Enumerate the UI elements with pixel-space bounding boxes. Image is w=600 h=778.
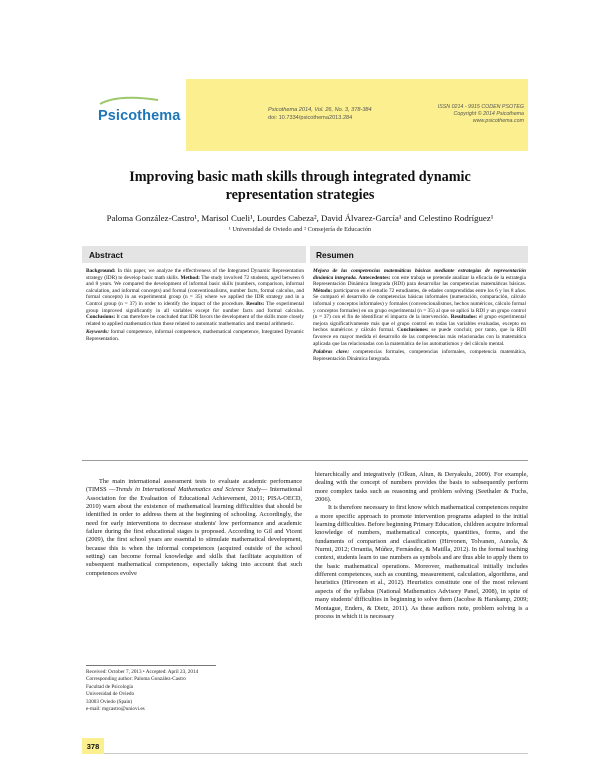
abstract-paragraph [86,268,304,327]
text-background: In this paper, we analyze the effectiveness of the Integrated Dynamic Representation strategy (IDR) to develop basic math skills. [86,268,304,281]
label-results: Results: [246,300,265,307]
text-conclusions: It can therefore be concluded that IDR favors the development of the skills more closely related to applied mathematics than those related to automatic mathematics and mental arithmetic. [86,314,304,327]
footnote-rule [86,665,216,666]
body-text: The main international assessment tests to evaluate academic performance (TIMSS — [86,478,302,494]
abstract-body [82,263,306,343]
palabras-paragraph [313,349,526,362]
text-palabras: competencias formales, competencias informales, competencia matemática, Representación Dinámica Integrada. [313,349,526,362]
issn-block [408,104,524,125]
university: Universidad de Oviedo [86,691,135,698]
text-results: The experimental group improved significantly in all variables except for number facts and formal calculus. [86,300,304,314]
page-number: 378 [82,738,104,754]
body-column-left [86,478,302,578]
body-column-right [315,471,528,621]
website: www.psicothema.com [472,118,524,124]
resumen-box [310,246,528,442]
keywords-paragraph [86,329,304,342]
article-title: Improving basic math skills through integrated dynamic representation strategies [129,169,471,203]
citation: Psicothema 2014, Vol. 26, No. 3, 378-384 [268,107,372,113]
label-conclusiones: Conclusiones: [397,327,429,334]
issn: ISSN 0214 - 9915 CODEN PSOTEG [437,104,524,110]
label-keywords: Keywords: [86,329,109,336]
journal-logo: Psicothema [98,108,181,124]
text-method: The study involved 72 students, aged between 6 and 8 years. We compared the development of informal basic skills (numbers, comparison, informal calculation, and informal concepts) and formal (conventionalisms, number facts, formal calculus, and formal concepts) in an experimental group (n = 35) where we applied the IDR strategy and in a Control group (n = 37) in order to identify the impact of the procedure. [86,274,304,307]
abstract-box [82,246,306,408]
label-resultados: Resultados: [450,314,478,321]
city: 33003 Oviedo (Spain) [86,698,133,705]
resumen-body [310,263,528,362]
text-conclusiones: se puede concluir, por tanto, que la RDI favorece en mayor medida el desarrollo de las competencias más relacionadas con la matemática aplicada que las relacionadas con la matemática de los automatismos y del cálculo mental. [313,327,526,347]
abstract-heading: Abstract [82,246,306,263]
body-text-italic: Trends in International Mathematics and Science Study [115,486,261,494]
label-background: Background: [86,268,116,274]
text-metodo: participaron en el estudio 72 estudiantes, de edades comprendidas entre los 6 y los 8 años. Se comparó el desarrollo de competencias básicas informales (numeración, comparación, cálculo informal y conceptos informales) y formales (convencionalismos, hechos numéricos, cálculo formal y conceptos formales) en un grupo experimental (n = 35) al que se aplicó la RDI y un grupo control (n = 37) con el fin de identificar el impacto de la intervención. [313,287,526,321]
body-text: — International Association for the Evaluation of Educational Achievement, 2011; PISA-OECD, 2010) warn about the existence of mathematical learning difficulties that should be identified in order to address them at the beginning of schooling. Accordingly, the need for early interventions to decrease students' low performance and academic failure during the first educational stages is proposed. According to Gil and Vicent (2009), the first school years are essential to stimulate mathematical development, because this is when the informal competences (acquired outside of the school setting) can become formal knowledge and skills that facilitate acquisition of subsequent mathematical competences, especially taking into account that such competences evolve [86,486,302,577]
label-metodo: Método: [313,287,333,294]
text-antecedentes: con este trabajo se pretende analizar la eficacia de la estrategia Representación Dinámica Integrada (RDI) para desarrollar las competencias matemáticas básicas. [313,274,526,288]
received-dates: Received: October 7, 2013 • Accepted: April 23, 2014 [86,669,199,675]
author-email: e-mail: mgcastro@uniovi.es [86,706,145,713]
logo-swoosh-icon [98,96,160,106]
resumen-title: Mejora de las competencias matemáticas básicas mediante estrategias de representación dinámica integrada. [313,268,526,281]
body-paragraph: It is therefore necessary to first know which mathematical competences require a more specific approach to promote intervention programs adapted to the initial learning difficulties. Before beginning Primary Education, children acquire informal knowledge of numbers, mathematical concepts, quantities, forms, and the fundaments of comparison and classification (Hirvonen, Tolvanen, Aunola, & Nurmi, 2012; Orrantia, Múñez, Fernández, & Matilla, 2012). In the formal teaching context, students learn to use numbers as symbols and are thus able to apply them to the basic mathematical operations. Moreover, mathematical initially includes different competences, such as counting, measurement, calculation, algorithms, and heuristics (Hirvonen et al., 2012). Heuristics constitute one of the most relevant aspects of the syllabus (National Mathematics Advisory Panel, 2008), in spite of many students' difficulties in beginning to solve them (Jacobse & Harskamp, 2009; Montague, Enders, & Dietz, 2011). As these authors note, problem solving is a process in which it is necessary [315,504,528,620]
text-keywords: formal competence, informal competence, mathematical competence, Integrated Dynamic Representation. [86,329,304,342]
article-affiliations: ¹ Universidad de Oviedo and ² Consejería de Educación [228,226,372,233]
body-paragraph: hierarchically and integratively (Olkun, Altun, & Deryakulu, 2009). For example, dealing with the concept of numbers provides the basis to subsequently perform more complex tasks such as reasoning and problem solving (Seethaler & Fuchs, 2006). [315,471,528,504]
correspondence-footnote [86,669,302,713]
label-palabras: Palabras clave: [313,349,350,356]
faculty: Facultad de Psicología [86,683,133,690]
copyright: Copyright © 2014 Psicothema [453,111,524,117]
corresponding-author: Corresponding author: Paloma González-Castro [86,676,186,683]
article-authors: Paloma González-Castro¹, Marisol Cueli¹, Lourdes Cabeza², David Álvarez-García¹ and Celestino Rodríguez¹ [106,213,494,223]
section-divider [82,460,528,461]
body-paragraph [86,478,302,578]
doi: doi: 10.7334/psicothema2013.284 [268,115,353,121]
resumen-paragraph [313,268,526,347]
bottom-rule [104,753,528,754]
label-conclusions: Conclusions: [86,314,116,321]
label-antecedentes: Antecedentes: [358,274,391,281]
text-resultados: el grupo experimental mejora significativamente más que el grupo control en todas las variables evaluadas, excepto en hechos numéricos y cálculo formal. [313,314,526,334]
resumen-heading: Resumen [310,246,528,263]
citation-block [268,106,372,122]
label-method: Method: [180,274,200,281]
